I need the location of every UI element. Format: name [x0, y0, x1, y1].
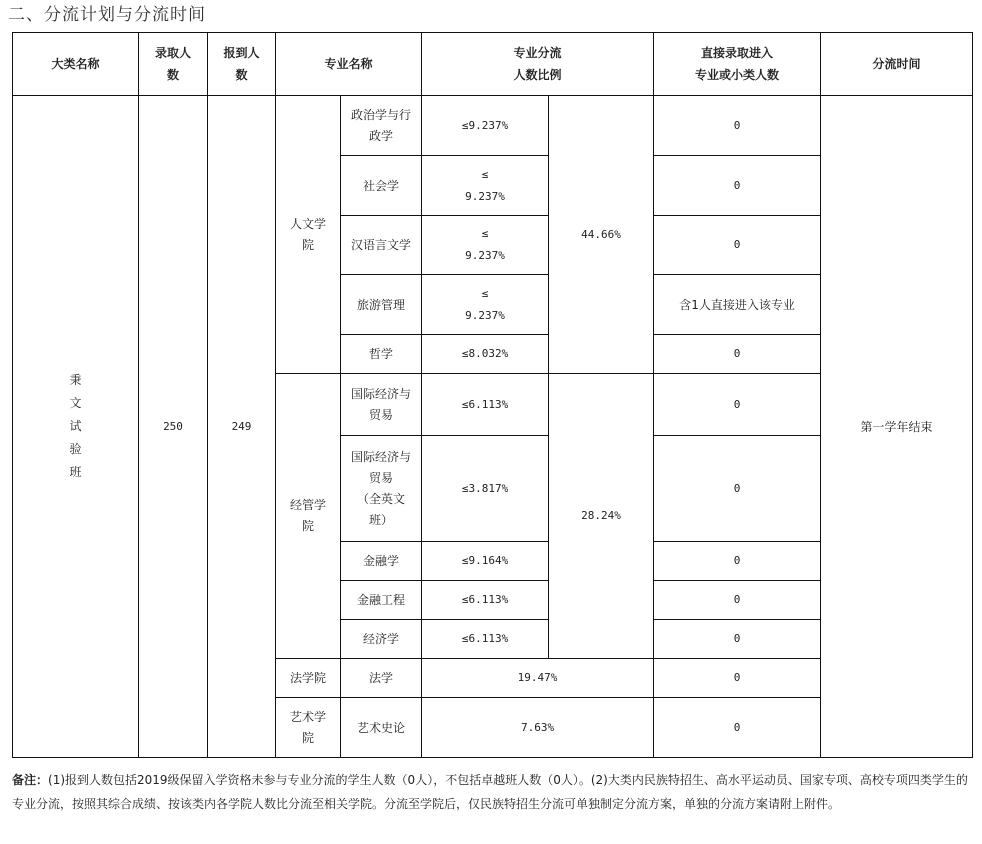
major-cell: 政治学与行政学	[341, 96, 422, 156]
direct-cell: 0	[654, 620, 821, 659]
ratio-cell: ≤6.113%	[422, 581, 549, 620]
major-cell: 国际经济与贸易	[341, 374, 422, 436]
direct-cell: 含1人直接进入该专业	[654, 275, 821, 335]
direct-cell: 0	[654, 698, 821, 758]
major-cell: 旅游管理	[341, 275, 422, 335]
college-ratio-art: 7.63%	[422, 698, 654, 758]
header-row	[13, 33, 973, 96]
direct-cell: 0	[654, 542, 821, 581]
header-direct: 直接录取进入 专业或小类人数	[654, 33, 821, 96]
header-category: 大类名称	[13, 33, 139, 96]
ratio-cell: ≤6.113%	[422, 374, 549, 436]
major-cell: 艺术史论	[341, 698, 422, 758]
ratio-cell: ≤3.817%	[422, 436, 549, 542]
direct-cell: 0	[654, 335, 821, 374]
direct-cell: 0	[654, 216, 821, 275]
diversion-plan-table	[12, 32, 973, 758]
college-ratio-humanities: 44.66%	[549, 96, 654, 374]
section-heading: 二、分流计划与分流时间	[8, 5, 206, 25]
ratio-cell: ≤ 9.237%	[422, 216, 549, 275]
table-row	[13, 96, 973, 156]
college-law: 法学院	[276, 659, 341, 698]
header-ratio: 专业分流 人数比例	[422, 33, 654, 96]
category-cell: 秉文试验班	[13, 96, 139, 758]
college-art: 艺术学院	[276, 698, 341, 758]
direct-cell: 0	[654, 156, 821, 216]
ratio-cell: ≤9.164%	[422, 542, 549, 581]
major-cell: 法学	[341, 659, 422, 698]
header-registered: 报到人 数	[208, 33, 276, 96]
ratio-cell: ≤ 9.237%	[422, 156, 549, 216]
major-cell: 金融工程	[341, 581, 422, 620]
header-time: 分流时间	[821, 33, 973, 96]
time-cell: 第一学年结束	[821, 96, 973, 758]
ratio-cell: ≤9.237%	[422, 96, 549, 156]
major-cell: 国际经济与贸易（全英文班）	[341, 436, 422, 542]
remarks	[12, 768, 972, 816]
remarks-label: 备注：	[12, 773, 49, 787]
college-ratio-econ: 28.24%	[549, 374, 654, 659]
college-econ: 经管学院	[276, 374, 341, 659]
college-ratio-law: 19.47%	[422, 659, 654, 698]
ratio-cell: ≤8.032%	[422, 335, 549, 374]
major-cell: 哲学	[341, 335, 422, 374]
remarks-text: (1)报到人数包括2019级保留入学资格未参与专业分流的学生人数（0人），不包括卓越班人数（0人）。(2)大类内民族特招生、高水平运动员、国家专项、高校专项四类学生的专业分流，按照其综合成绩、按该类内各学院人数比分流至相关学院。分流至学院后，仅民族特招生分流可单独制定分流方案，单独的分流方案请附上附件。	[12, 773, 968, 811]
direct-cell: 0	[654, 581, 821, 620]
major-cell: 社会学	[341, 156, 422, 216]
registered-cell: 249	[208, 96, 276, 758]
college-humanities: 人文学院	[276, 96, 341, 374]
ratio-cell: ≤6.113%	[422, 620, 549, 659]
direct-cell: 0	[654, 374, 821, 436]
enrolled-cell: 250	[139, 96, 208, 758]
direct-cell: 0	[654, 659, 821, 698]
header-enrolled: 录取人 数	[139, 33, 208, 96]
direct-cell: 0	[654, 436, 821, 542]
header-major: 专业名称	[276, 33, 422, 96]
major-cell: 汉语言文学	[341, 216, 422, 275]
major-cell: 金融学	[341, 542, 422, 581]
major-cell: 经济学	[341, 620, 422, 659]
direct-cell: 0	[654, 96, 821, 156]
ratio-cell: ≤ 9.237%	[422, 275, 549, 335]
